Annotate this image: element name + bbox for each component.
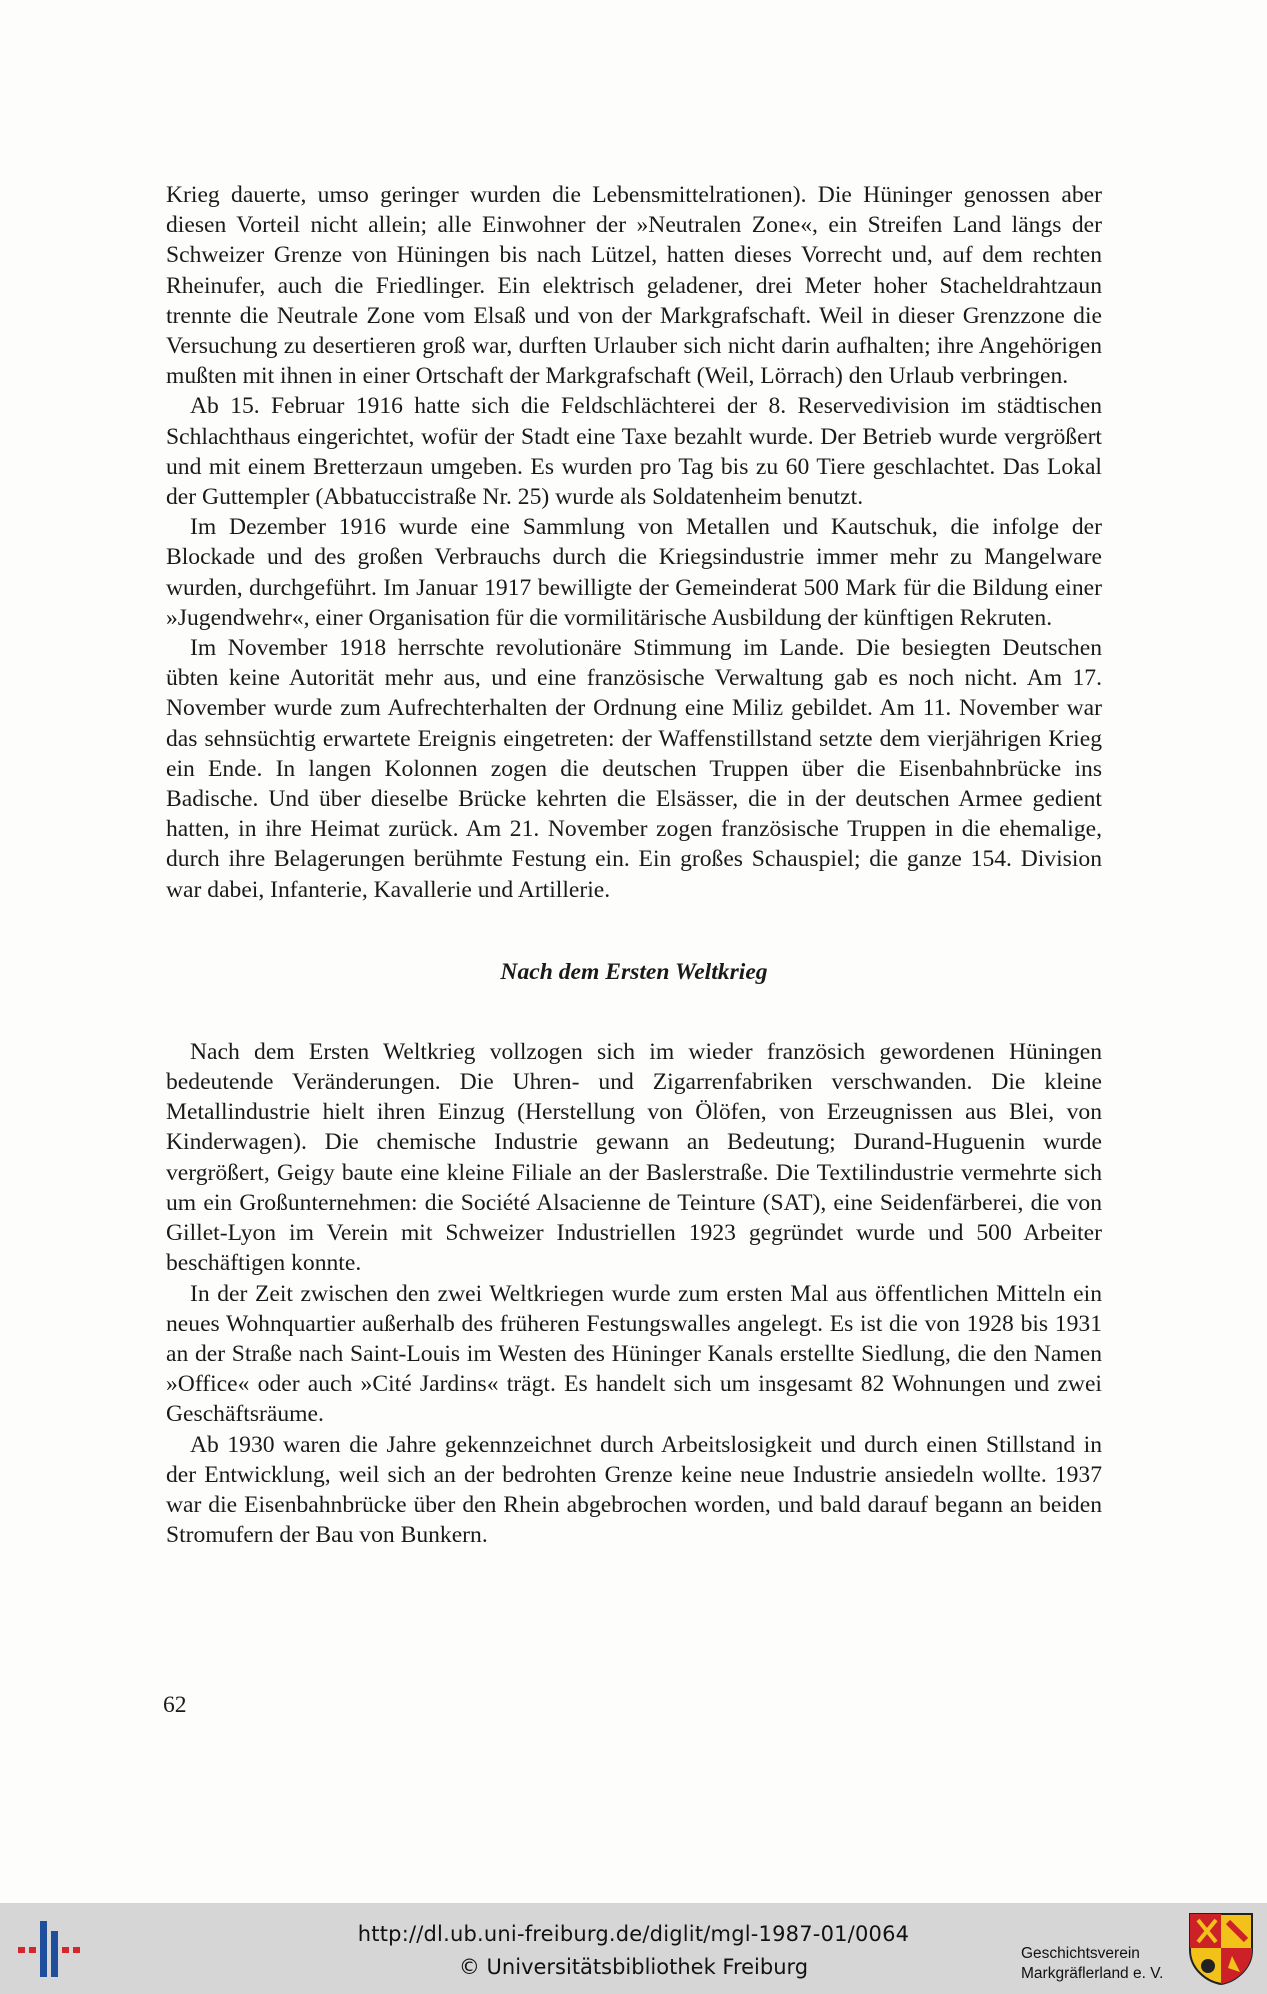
document-url-link[interactable]: http://dl.ub.uni-freiburg.de/diglit/mgl-1987-01/0064 [357,1922,910,1946]
viewer-footer [0,1903,1267,1994]
section-heading: Nach dem Ersten Weltkrieg [500,958,768,985]
markgraeflerland-crest-icon[interactable] [1188,1912,1254,1986]
paragraph: Krieg dauerte, umso geringer wurden die Lebensmittelrationen). Die Hüninger genossen aber diesen Vorteil nicht allein; alle Einwohner der »Neutralen Zone«, ein Streifen Land längs der Schweizer Grenze von Hüningen bis nach Lützel, hatten dieses Vorrecht und, auf dem rechten Rheinufer, auch die Friedlinger. Ein elektrisch geladener, drei Meter hoher Stacheldrahtzaun trennte die Neutrale Zone vom Elsaß und von der Markgrafschaft. Weil in dieser Grenzzone die Versuchung zu desertieren groß war, durften Urlauber sich nicht darin aufhalten; ihre Angehörigen mußten mit ihnen in einer Ortschaft der Markgrafschaft (Weil, Lörrach) den Urlaub verbringen. [166,182,1102,390]
paragraph: Im Dezember 1916 wurde eine Sammlung von Metallen und Kautschuk, die infolge der Blockade und des großen Verbrauchs durch die Kriegsindustrie immer mehr zu Mangelware wurden, durchgeführt. Im Januar 1917 bewilligte der Gemeinderat 500 Mark für die Bildung einer »Jugendwehr«, einer Organisation für die vormilitärische Ausbildung der künftigen Rekruten. [166,514,1102,631]
paragraph: Nach dem Ersten Weltkrieg vollzogen sich im wieder französich gewordenen Hüningen bedeutende Veränderungen. Die Uhren- und Zigarrenfabriken verschwanden. Die kleine Metallindustrie hielt ihren Einzug (Herstellung von Ölöfen, von Erzeugnissen aus Blei, von Kinderwagen). Die chemische Industrie gewann an Bedeutung; Durand-Huguenin wurde vergrößert, Geigy baute eine kleine Filiale an der Baslerstraße. Die Textilindustrie vermehrte sich um ein Großunternehmen: die Société Alsacienne de Teinture (SAT), eine Seidenfärberei, die von Gillet-Lyon im Verein mit Schweizer Industriellen 1923 gegründet wurde und 500 Arbeiter beschäftigen konnte. [166,1038,1102,1277]
society-line: Markgräflerland e. V. [1021,1965,1164,1982]
society-name [1021,1944,1181,1984]
page-number: 62 [163,1692,187,1718]
paragraph: In der Zeit zwischen den zwei Weltkriegen wurde zum ersten Mal aus öffentlichen Mitteln ein neues Wohnquartier außerhalb des früheren Festungswalles angelegt. Es ist die von 1928 bis 1931 an der Straße nach Saint-Louis im Westen des Hüninger Kanals erstellte Siedlung, die den Namen »Office« oder auch »Cité Jardins« trägt. Es handelt sich um insgesamt 82 Wohnungen und zwei Geschäftsräume. [166,1280,1102,1428]
paragraph: Ab 15. Februar 1916 hatte sich die Feldschlächterei der 8. Reservedivision im städtischen Schlachthaus eingerichtet, wofür der Stadt eine Taxe bezahlt wurde. Der Betrieb wurde vergrößert und mit einem Bretterzaun umgeben. Es wurden pro Tag bis zu 60 Tiere geschlachtet. Das Lokal der Guttempler (Abbatuccistraße Nr. 25) wurde als Soldatenheim benutzt. [166,393,1102,511]
paragraph: Im November 1918 herrschte revolutionäre Stimmung im Lande. Die besiegten Deutschen übten keine Autorität mehr aus, und eine französische Verwaltung gab es noch nicht. Am 17. November wurde zum Aufrechterhalten der Ordnung eine Miliz gebildet. Am 11. November war das sehnsüchtig erwartete Ereignis eingetreten: der Waffenstillstand setzte dem vierjährigen Krieg ein Ende. In langen Kolonnen zogen die deutschen Truppen über die Eisenbahnbrücke ins Badische. Und über dieselbe Brücke kehrten die Elsässer, die in der deutschen Armee gedient hatten, in ihre Heimat zurück. Am 21. November zogen französische Truppen in die ehemalige, durch ihre Belagerungen berühmte Festung ein. Ein großes Schauspiel; die ganze 154. Division war dabei, Infanterie, Kavallerie und Artillerie. [166,635,1102,903]
copyright-text: © Universitätsbibliothek Freiburg [458,1955,809,1979]
body-text [166,180,1102,1550]
paragraph: Ab 1930 waren die Jahre gekennzeichnet durch Arbeitslosigkeit und durch einen Stillstand in der Entwicklung, weil sich an der bedrohten Grenze keine neue Industrie ansiedeln wollte. 1937 war die Eisenbahnbrücke über den Rhein abgebrochen worden, und bald darauf begann an beiden Stromufern der Bau von Bunkern. [166,1431,1102,1549]
society-line: Geschichtsverein [1021,1945,1140,1962]
